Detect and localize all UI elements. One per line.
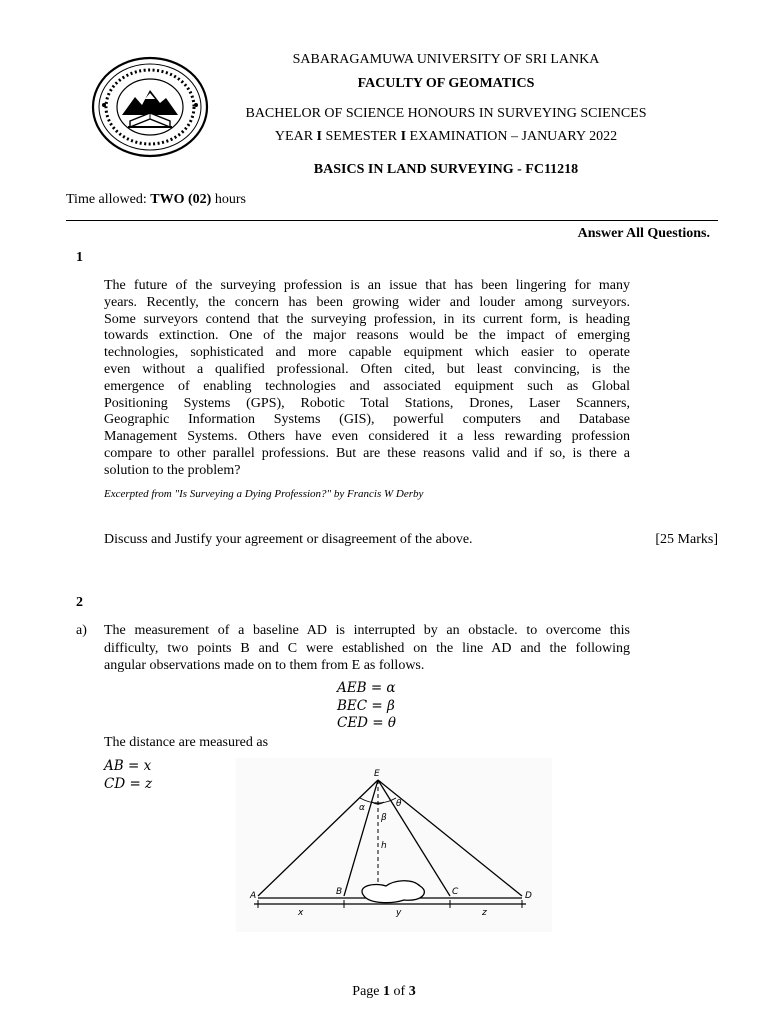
paragraph-line: solution to the problem?: [104, 462, 241, 478]
distance-intro: The distance are measured as: [104, 735, 269, 750]
paragraph-line: The future of the surveying profession is an issue that has been lingering for many: [104, 278, 630, 293]
angle-equation: CED = θ: [337, 715, 397, 731]
paragraph-line: Geographic Information Systems (GIS), powerful computers and Database: [104, 412, 630, 428]
paragraph-line: angular observations made on to them from E as follows.: [104, 658, 425, 673]
paragraph-line: towards extinction. One of the major reasons would be the impact of emerging: [104, 328, 630, 344]
question-1-number: 1: [76, 250, 83, 265]
question-1-citation: Excerpted from "Is Surveying a Dying Profession?" by Francis W Derby: [104, 488, 424, 500]
paragraph-line: technologies, sophisticated and more capable equipment which easier to operate: [104, 345, 630, 361]
point-label-b: B: [336, 887, 343, 897]
paragraph-line: difficulty, two points B and C were established on the line AD and the following: [104, 640, 630, 656]
header-divider: [66, 220, 718, 221]
angle-equation: BEC = β: [337, 697, 395, 714]
exam-title: YEAR I SEMESTER I EXAMINATION – JANUARY 2022: [274, 129, 618, 144]
degree-title: BACHELOR OF SCIENCE HONOURS IN SURVEYING SCIENCES: [245, 106, 647, 121]
distance-equation: CD = z: [104, 775, 153, 792]
question-2-number: 2: [76, 595, 83, 610]
angle-label-alpha: α: [359, 803, 365, 813]
segment-label-h: h: [381, 841, 387, 851]
paragraph-line: compare to other parallel professions. But are these reasons valid and if so, is there a: [104, 445, 630, 461]
angle-label-beta: β: [381, 813, 387, 823]
paragraph-line: Positioning Systems (GPS), Robotic Total Stations, Drones, Laser Scanners,: [104, 395, 630, 411]
paragraph-line: The measurement of a baseline AD is interrupted by an obstacle. to overcome this: [104, 623, 630, 638]
angle-equation: AEB = α: [337, 680, 396, 696]
segment-label-y: y: [396, 908, 402, 918]
faculty-name: FACULTY OF GEOMATICS: [357, 76, 535, 91]
instructions: Answer All Questions.: [577, 226, 710, 241]
question-1-marks: [25 Marks]: [655, 532, 718, 547]
university-name: SABARAGAMUWA UNIVERSITY OF SRI LANKA: [292, 52, 600, 67]
paragraph-line: Management Systems. Others have even considered it a less rewarding profession: [104, 429, 630, 445]
question-1-text: [104, 278, 630, 480]
course-title: BASICS IN LAND SURVEYING - FC11218: [313, 162, 579, 177]
page-number: Page 1 of 3: [352, 984, 416, 999]
paragraph-line: even without a qualified professional. Often cited, but least convincing, is the: [104, 361, 630, 377]
distance-equations: [104, 758, 152, 793]
baseline-figure: [236, 758, 552, 932]
question-2a-label: a): [76, 623, 87, 638]
paragraph-line: emergence of enabling technologies and associated equipment such as Global: [104, 378, 630, 394]
paragraph-line: years. Recently, the concern has been growing wider and louder among surveyors.: [104, 294, 630, 310]
time-allowed: Time allowed: TWO (02) hours: [66, 192, 246, 207]
point-label-c: C: [452, 887, 459, 897]
segment-label-z: z: [482, 908, 487, 918]
question-1-task: Discuss and Justify your agreement or disagreement of the above.: [104, 532, 473, 547]
angle-label-theta: θ: [396, 799, 402, 809]
point-label-e: E: [374, 769, 380, 779]
angle-equations: [337, 680, 396, 733]
question-2a-text: [104, 623, 630, 676]
distance-equation: AB = x: [104, 758, 152, 774]
point-label-a: A: [250, 891, 257, 901]
segment-label-x: x: [298, 908, 304, 918]
point-label-d: D: [525, 891, 532, 901]
paragraph-line: Some surveyors contend that the surveying profession, in its current form, is heading: [104, 311, 630, 327]
